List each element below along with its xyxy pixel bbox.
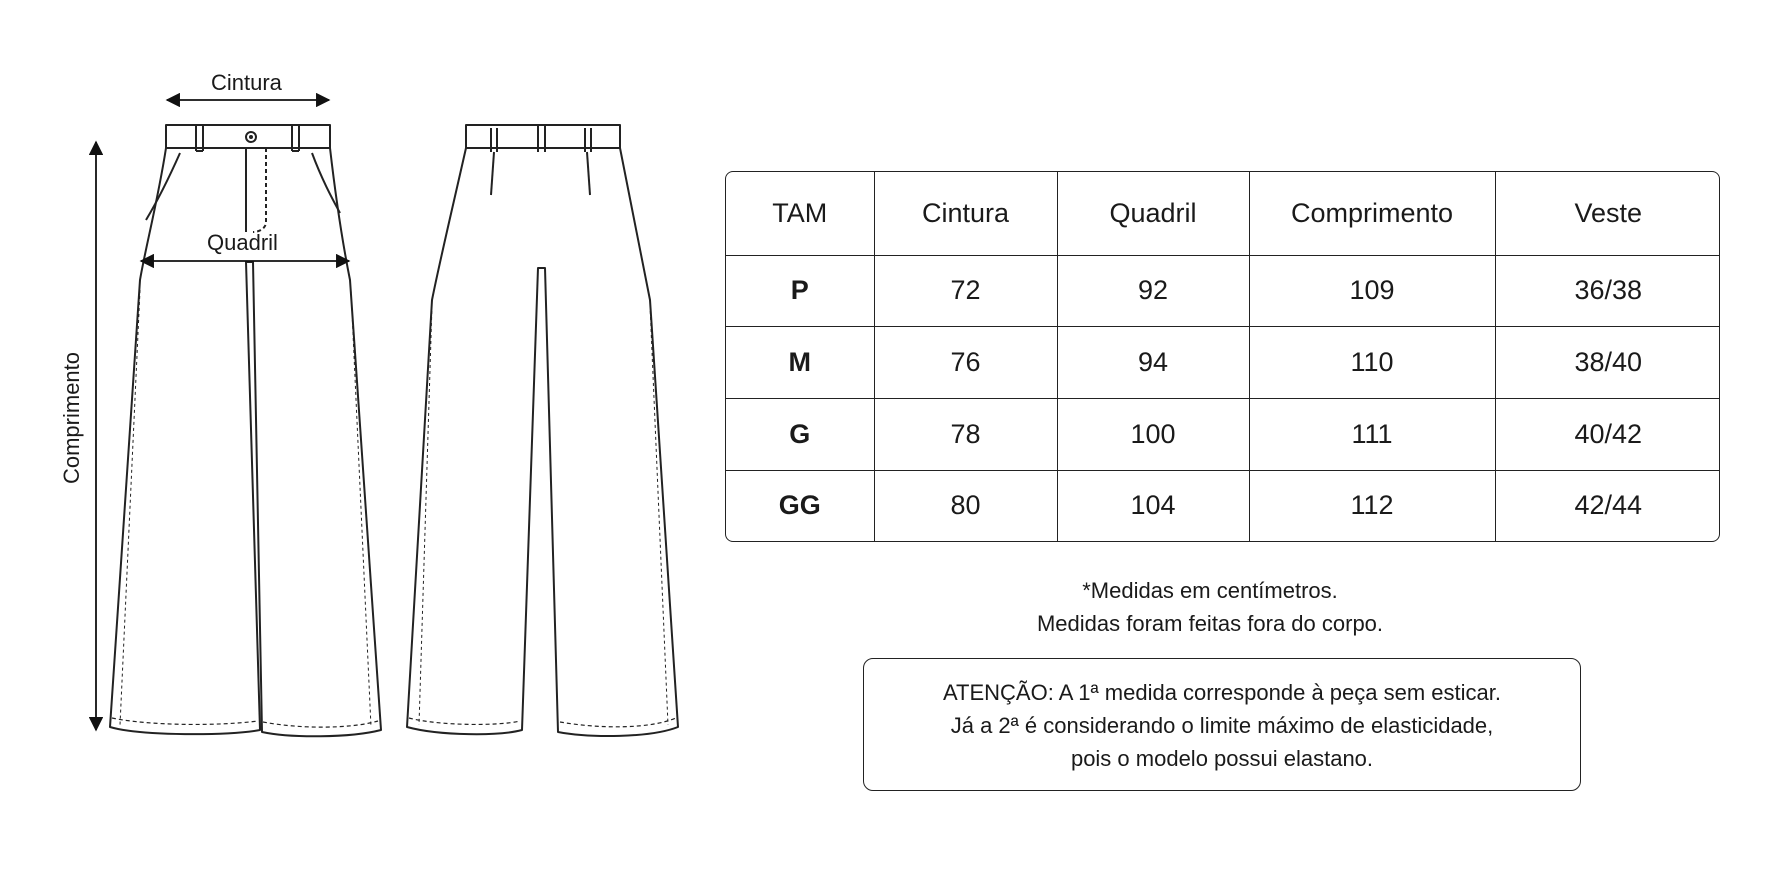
length-cell: 112: [1249, 470, 1495, 541]
fits-cell: 36/38: [1495, 255, 1720, 327]
header-size: TAM: [726, 172, 874, 255]
table-header-row: [726, 172, 1720, 255]
measurement-notes: [900, 574, 1520, 640]
hip-cell: 100: [1057, 399, 1249, 471]
attention-line: ATENÇÃO: A 1ª medida corresponde à peça sem esticar.: [942, 680, 1501, 705]
hip-cell: 92: [1057, 255, 1249, 327]
waist-cell: 78: [874, 399, 1057, 471]
attention-line: Já a 2ª é considerando o limite máximo de elasticidade,: [950, 713, 1494, 738]
waist-label: Cintura: [211, 70, 282, 95]
note-line: *Medidas em centímetros.: [1082, 578, 1338, 603]
size-table: [725, 171, 1720, 542]
header-length: Comprimento: [1249, 172, 1495, 255]
waist-cell: 76: [874, 327, 1057, 399]
table-row: [726, 327, 1720, 399]
header-fits: Veste: [1495, 172, 1720, 255]
length-label: Comprimento: [59, 351, 84, 485]
length-cell: 109: [1249, 255, 1495, 327]
waist-cell: 72: [874, 255, 1057, 327]
fits-cell: 42/44: [1495, 470, 1720, 541]
header-hip: Quadril: [1057, 172, 1249, 255]
front-pants-drawing: [110, 125, 381, 736]
hip-cell: 104: [1057, 470, 1249, 541]
size-cell: G: [726, 399, 874, 471]
waist-cell: 80: [874, 470, 1057, 541]
fits-cell: 38/40: [1495, 327, 1720, 399]
back-pants-drawing: [407, 125, 678, 736]
attention-line: pois o modelo possui elastano.: [1070, 746, 1374, 771]
hip-cell: 94: [1057, 327, 1249, 399]
attention-box: [863, 658, 1581, 791]
table-row: [726, 399, 1720, 471]
length-cell: 110: [1249, 327, 1495, 399]
header-waist: Cintura: [874, 172, 1057, 255]
note-line: Medidas foram feitas fora do corpo.: [1036, 611, 1384, 636]
size-cell: P: [726, 255, 874, 327]
fits-cell: 40/42: [1495, 399, 1720, 471]
size-cell: M: [726, 327, 874, 399]
length-cell: 111: [1249, 399, 1495, 471]
table-row: [726, 255, 1720, 327]
size-cell: GG: [726, 470, 874, 541]
hip-label: Quadril: [207, 230, 278, 255]
table-row: [726, 470, 1720, 541]
